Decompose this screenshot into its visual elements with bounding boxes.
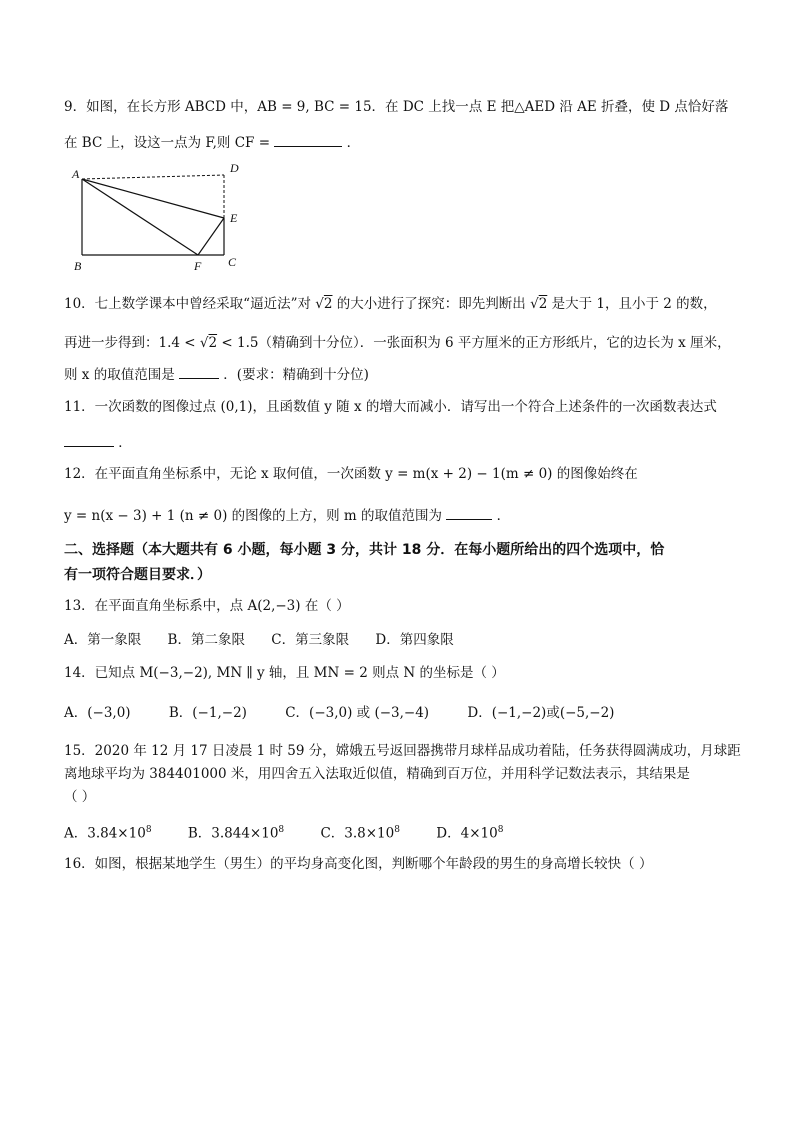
label-a: A — [72, 167, 80, 181]
q10-sqrt-2: √2 — [530, 296, 548, 312]
q15-options — [64, 820, 525, 844]
q9-rectangle-figure — [66, 160, 256, 275]
q12-line2-a: y = n(x − 3) + 1 (n ≠ 0) 的图像的上方，则 m 的取值范围为 — [64, 508, 443, 524]
q14-option-a[interactable]: A．(−3,0) — [64, 705, 131, 721]
q13-options — [64, 630, 476, 650]
q10-line1-b: 的大小进行了探究：即先判断出 — [336, 296, 526, 312]
q11-line2-end: ． — [118, 435, 132, 451]
q15-option-c[interactable] — [320, 820, 400, 844]
q11-line1: 11．一次函数的图像过点 (0,1)，且函数值 y 随 x 的增大而减小．请写出一个符合上述条件的一次函数表达式 — [64, 399, 717, 415]
q13-stem: 13．在平面直角坐标系中，点 A(2,−3) 在（ ） — [64, 598, 350, 614]
q14-option-b[interactable]: B．(−1,−2) — [168, 705, 247, 721]
q9-line2-end: ． — [346, 135, 361, 151]
q14-option-d[interactable]: D．(−1,−2)或(−5,−2) — [467, 705, 615, 721]
q13-option-a[interactable]: A．第一象限 — [64, 632, 142, 648]
q15-option-c-exponent: 8 — [394, 825, 400, 835]
q15-option-d-exponent: 8 — [497, 825, 504, 835]
q11-answer-blank[interactable] — [64, 432, 114, 447]
q15-option-b-label: B． — [187, 825, 212, 842]
q15-line3: （ ） — [64, 789, 96, 805]
segment-ef — [198, 218, 224, 255]
label-d: D — [230, 161, 239, 175]
q15-line2: 离地球平均为 384401000 米，用四舍五入法取近似值，精确到百万位，并用科学记数法表示，其结果是 — [64, 766, 690, 782]
q12-line2-b: ． — [496, 508, 511, 524]
label-b: B — [74, 259, 82, 273]
q15-option-d-mantissa: 4×10 — [460, 825, 498, 842]
q9-answer-blank[interactable] — [274, 132, 342, 147]
q15-option-a-mantissa: 3.84×10 — [87, 825, 146, 842]
q10-line3 — [64, 364, 369, 385]
q9-line2-text: 在 BC 上，设这一点为 F,则 CF = — [64, 135, 271, 151]
q10-sqrt-1-rad: 2 — [323, 296, 333, 312]
q10-sqrt-3-rad: 2 — [208, 335, 218, 351]
q10-line2-a: 再进一步得到：1.4 < — [64, 335, 196, 351]
label-e: E — [230, 211, 238, 225]
q11-line2 — [64, 432, 132, 453]
q9-line2 — [64, 132, 360, 153]
q15-option-d[interactable] — [436, 820, 503, 844]
q9-line1: 9．如图，在长方形 ABCD 中，AB = 9, BC = 15．在 DC 上找一点 E 把△AED 沿 AE 折叠，使 D 点恰好落 — [64, 99, 729, 115]
q10-line1-a: 10．七上数学课本中曾经采取“逼近法”对 — [64, 296, 311, 312]
q12-line2 — [64, 505, 510, 526]
segment-af — [82, 179, 198, 255]
label-f: F — [194, 259, 202, 273]
q10-answer-blank[interactable] — [179, 364, 219, 379]
q10-line1 — [64, 294, 717, 314]
q15-option-a-exponent: 8 — [145, 825, 152, 835]
q10-sqrt-2-rad: 2 — [538, 296, 548, 312]
q15-option-c-label: C． — [320, 825, 345, 842]
q10-line1-c: 是大于 1，且小于 2 的数， — [551, 296, 717, 312]
q13-option-b[interactable]: B．第二象限 — [167, 632, 245, 648]
q14-options — [64, 703, 636, 723]
q10-sqrt-1: √2 — [315, 296, 333, 312]
q10-line3-a: 则 x 的取值范围是 — [64, 367, 175, 383]
q15-option-d-label: D． — [436, 825, 461, 842]
label-c: C — [228, 255, 237, 269]
q12-answer-blank[interactable] — [446, 505, 492, 520]
q10-sqrt-3: √2 — [199, 335, 218, 351]
q15-option-c-mantissa: 3.8×10 — [344, 825, 395, 842]
q10-line2 — [64, 333, 731, 353]
q14-stem: 14．已知点 M(−3,−2), MN ∥ y 轴，且 MN = 2 则点 N 的坐标是（ ） — [64, 665, 505, 681]
q14-option-c[interactable]: C．(−3,0) 或 (−3,−4) — [285, 705, 430, 721]
side-ad-dashed — [82, 175, 224, 179]
q10-line3-b: ．(要求：精确到十分位) — [223, 367, 369, 383]
q15-option-a-label: A． — [64, 825, 88, 842]
section2-heading-line2: 有一项符合题目要求．） — [64, 567, 211, 583]
q15-option-b-mantissa: 3.844×10 — [211, 825, 279, 842]
q13-option-d[interactable]: D．第四象限 — [375, 632, 454, 648]
q10-line2-b: < 1.5（精确到十分位）．一张面积为 6 平方厘米的正方形纸片，它的边长为 x 厘米， — [221, 335, 731, 351]
q15-option-a[interactable] — [64, 820, 152, 844]
q15-line1: 15．2020 年 12 月 17 日凌晨 1 时 59 分，嫦娥五号返回器携带月球样品成功着陆，任务获得圆满成功，月球距 — [64, 743, 741, 759]
section2-heading-line1: 二、选择题（本大题共有 6 小题，每小题 3 分，共计 18 分．在每小题所给出的四个选项中，恰 — [64, 542, 665, 558]
q13-option-c[interactable]: C．第三象限 — [271, 632, 350, 648]
q15-option-b-exponent: 8 — [278, 825, 285, 835]
q16-line1: 16．如图，根据某地学生（男生）的平均身高变化图，判断哪个年龄段的男生的身高增长较快（ ） — [64, 856, 653, 872]
segment-ae — [82, 179, 224, 218]
q12-line1: 12．在平面直角坐标系中，无论 x 取何值，一次函数 y = m(x + 2) − 1(m ≠ 0) 的图像始终在 — [64, 466, 638, 482]
q15-option-b[interactable] — [188, 820, 284, 844]
